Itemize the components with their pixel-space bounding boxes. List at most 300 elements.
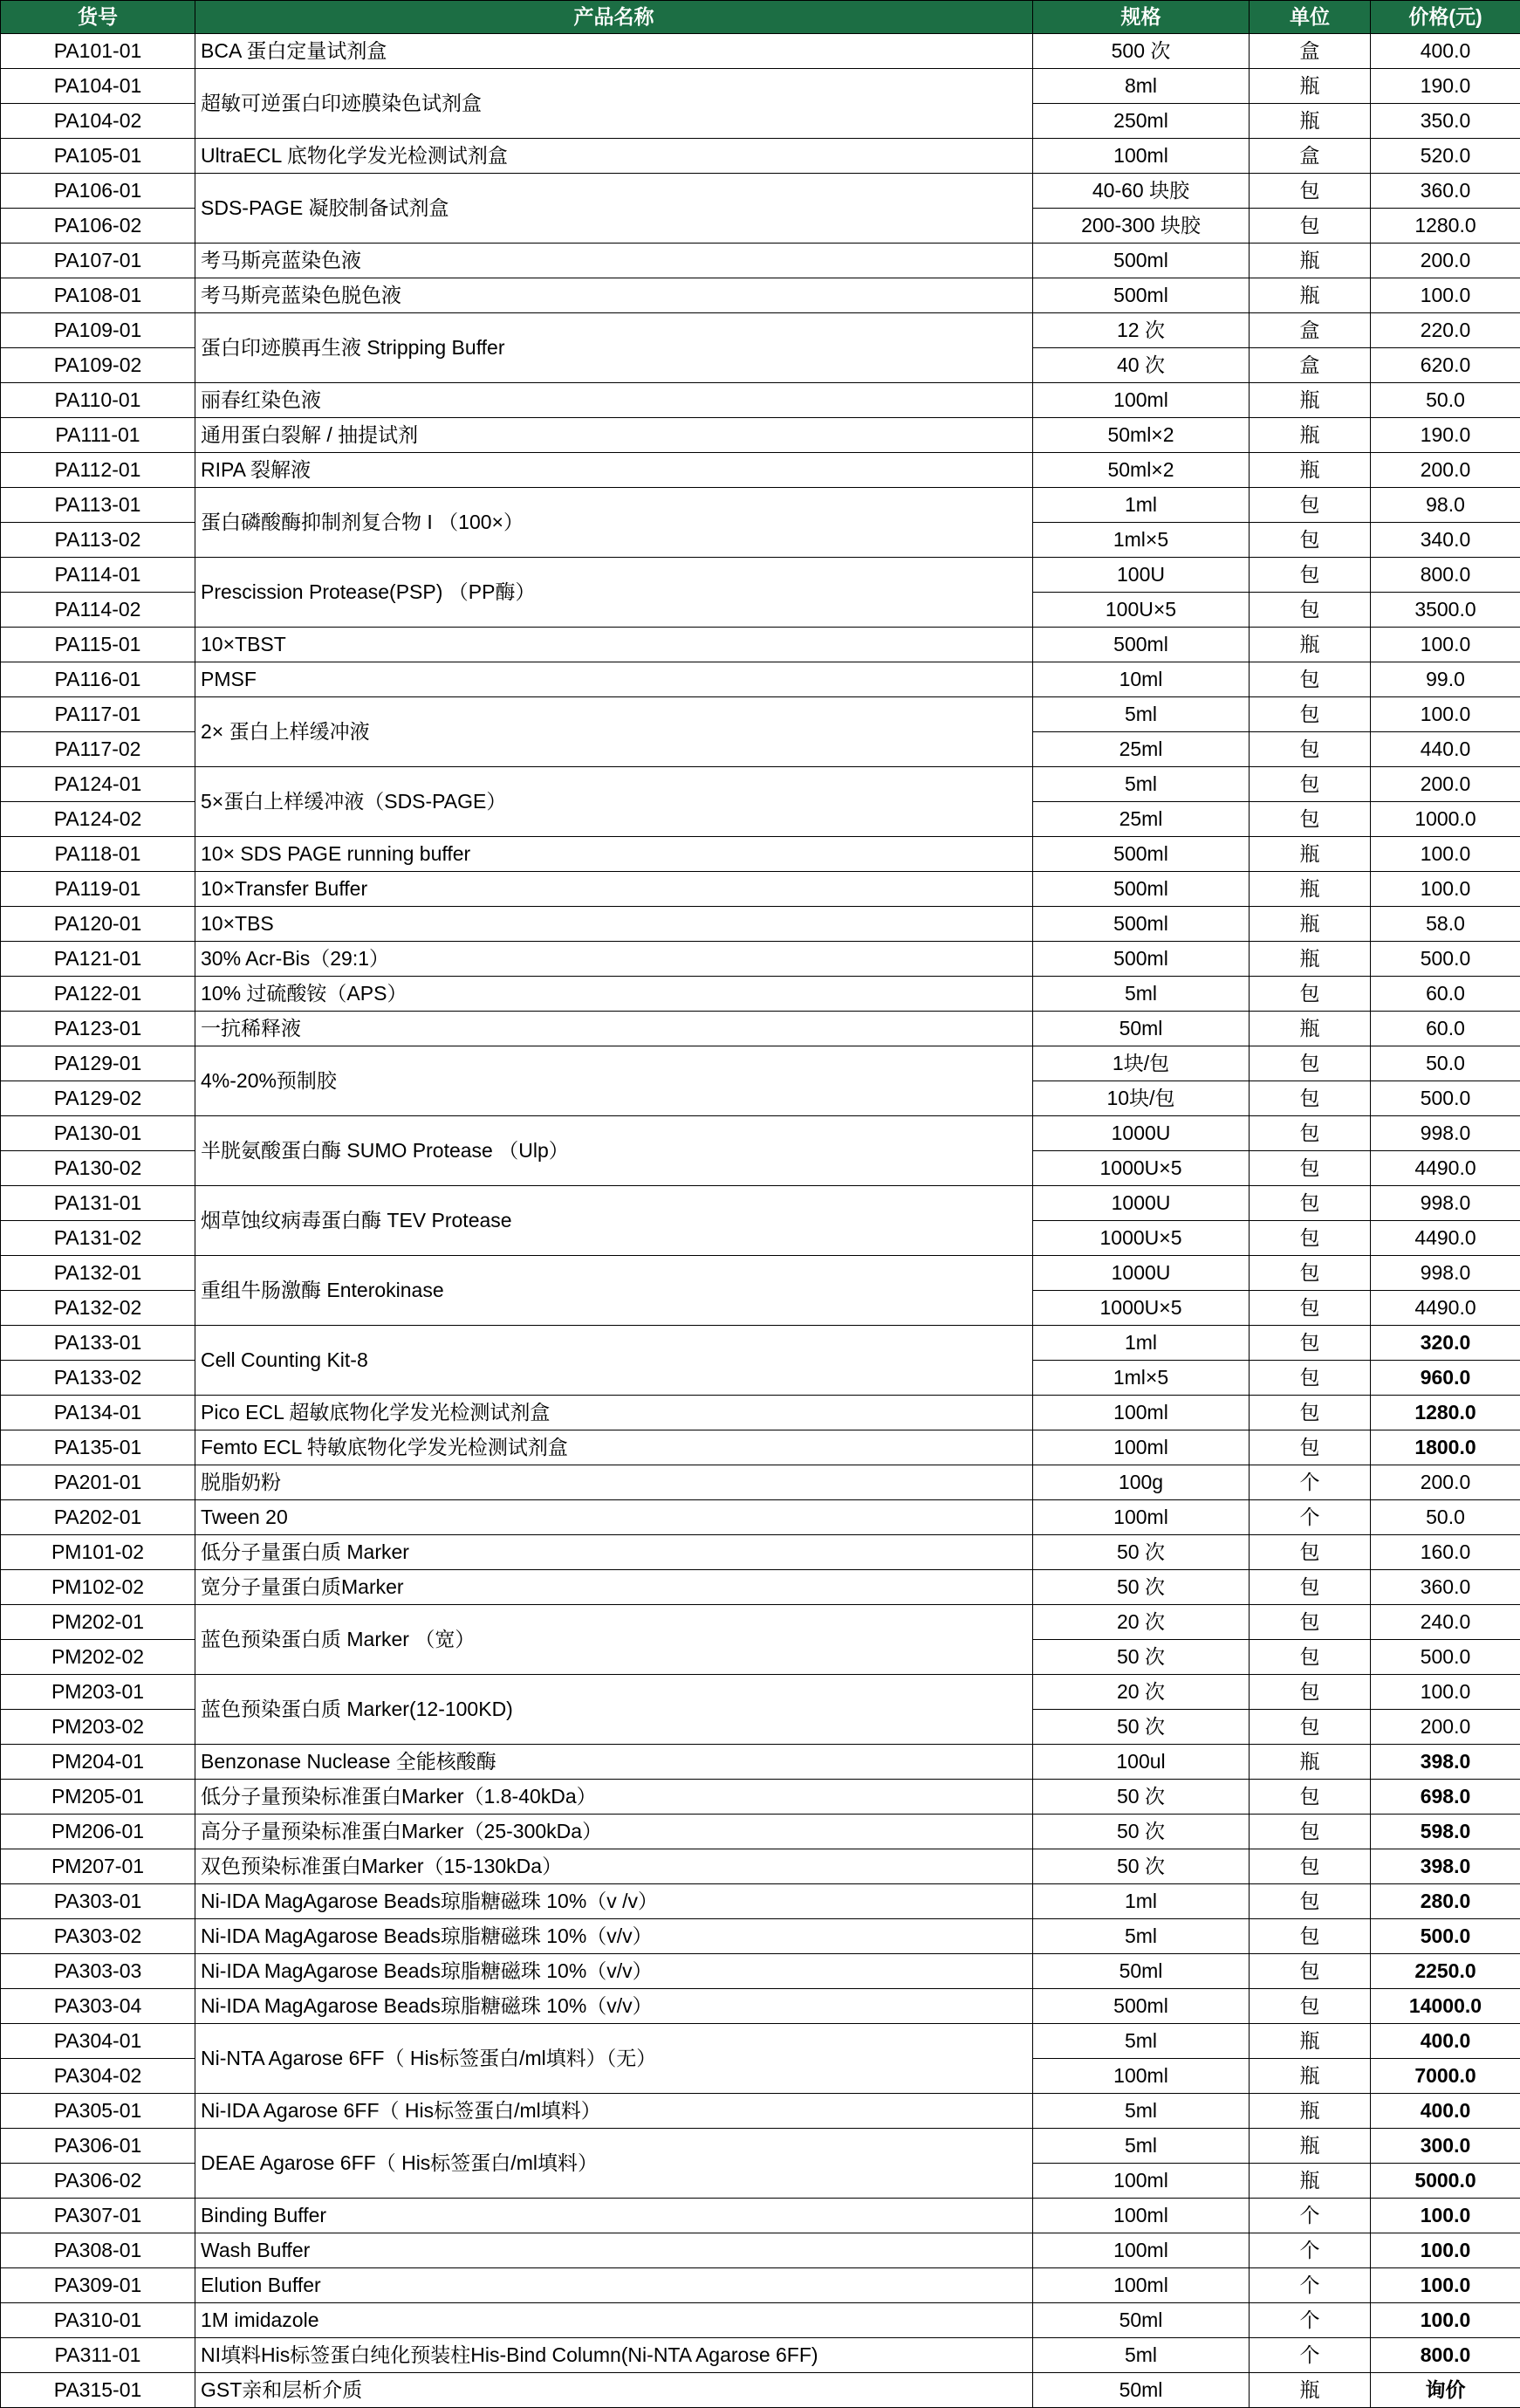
- unit-cell: 瓶: [1250, 2164, 1371, 2199]
- spec-cell: 100ml: [1033, 2199, 1250, 2233]
- price-cell: 100.0: [1371, 872, 1520, 907]
- table-row: [1, 1396, 1520, 1430]
- table-row: [1, 453, 1520, 488]
- price-cell: 400.0: [1371, 2094, 1520, 2129]
- unit-cell: 盒: [1250, 348, 1371, 383]
- spec-cell: 50 次: [1033, 1535, 1250, 1570]
- product-name-cell: 半胱氨酸蛋白酶 SUMO Protease （Ulp）: [195, 1116, 1033, 1186]
- table-row: [1, 697, 1520, 732]
- spec-cell: 500ml: [1033, 278, 1250, 313]
- table-row: [1, 244, 1520, 278]
- unit-cell: 瓶: [1250, 2024, 1371, 2059]
- table-row: [1, 69, 1520, 104]
- product-id-cell: PA114-02: [1, 593, 195, 628]
- unit-cell: 包: [1250, 1815, 1371, 1849]
- product-id-cell: PA116-01: [1, 662, 195, 697]
- unit-cell: 瓶: [1250, 1012, 1371, 1046]
- product-name-cell: Femto ECL 特敏底物化学发光检测试剂盒: [195, 1430, 1033, 1465]
- spec-cell: 500ml: [1033, 907, 1250, 942]
- spec-cell: 100ul: [1033, 1745, 1250, 1780]
- price-cell: 960.0: [1371, 1361, 1520, 1396]
- unit-cell: 包: [1250, 1780, 1371, 1815]
- unit-cell: 包: [1250, 1396, 1371, 1430]
- spec-cell: 5ml: [1033, 697, 1250, 732]
- table-row: [1, 1046, 1520, 1081]
- price-cell: 698.0: [1371, 1780, 1520, 1815]
- table-row: [1, 2268, 1520, 2303]
- spec-cell: 5ml: [1033, 2094, 1250, 2129]
- table-body: [1, 34, 1520, 2408]
- unit-cell: 包: [1250, 1605, 1371, 1640]
- unit-cell: 包: [1250, 1954, 1371, 1989]
- product-name-cell: Prescission Protease(PSP) （PP酶）: [195, 558, 1033, 628]
- header-id: 货号: [1, 1, 195, 34]
- table-row: [1, 2233, 1520, 2268]
- spec-cell: 1000U: [1033, 1256, 1250, 1291]
- unit-cell: 包: [1250, 1116, 1371, 1151]
- price-cell: 58.0: [1371, 907, 1520, 942]
- spec-cell: 1000U×5: [1033, 1291, 1250, 1326]
- price-cell: 350.0: [1371, 104, 1520, 139]
- table-row: [1, 662, 1520, 697]
- price-cell: 400.0: [1371, 2024, 1520, 2059]
- price-cell: 160.0: [1371, 1535, 1520, 1570]
- spec-cell: 50ml: [1033, 2373, 1250, 2408]
- spec-cell: 1000U: [1033, 1186, 1250, 1221]
- price-cell: 800.0: [1371, 2338, 1520, 2373]
- spec-cell: 25ml: [1033, 802, 1250, 837]
- product-name-cell: SDS-PAGE 凝胶制备试剂盒: [195, 174, 1033, 244]
- price-cell: 398.0: [1371, 1745, 1520, 1780]
- price-cell: 98.0: [1371, 488, 1520, 523]
- unit-cell: 个: [1250, 1465, 1371, 1500]
- spec-cell: 100U×5: [1033, 593, 1250, 628]
- unit-cell: 包: [1250, 209, 1371, 244]
- product-name-cell: 4%-20%预制胶: [195, 1046, 1033, 1116]
- product-name-cell: NI填料His标签蛋白纯化预装柱His-Bind Column(Ni-NTA Agarose 6FF): [195, 2338, 1033, 2373]
- spec-cell: 250ml: [1033, 104, 1250, 139]
- price-cell: 50.0: [1371, 1046, 1520, 1081]
- product-name-cell: 通用蛋白裂解 / 抽提试剂: [195, 418, 1033, 453]
- table-row: [1, 558, 1520, 593]
- product-id-cell: PM101-02: [1, 1535, 195, 1570]
- table-row: [1, 1116, 1520, 1151]
- price-cell: 7000.0: [1371, 2059, 1520, 2094]
- product-name-cell: 10×TBST: [195, 628, 1033, 662]
- unit-cell: 瓶: [1250, 942, 1371, 977]
- product-name-cell: 10× SDS PAGE running buffer: [195, 837, 1033, 872]
- product-id-cell: PA101-01: [1, 34, 195, 69]
- unit-cell: 瓶: [1250, 244, 1371, 278]
- product-id-cell: PM205-01: [1, 1780, 195, 1815]
- product-name-cell: 脱脂奶粉: [195, 1465, 1033, 1500]
- price-cell: 340.0: [1371, 523, 1520, 558]
- product-id-cell: PM202-02: [1, 1640, 195, 1675]
- spec-cell: 1000U: [1033, 1116, 1250, 1151]
- table-row: [1, 34, 1520, 69]
- spec-cell: 1ml×5: [1033, 523, 1250, 558]
- product-id-cell: PA129-01: [1, 1046, 195, 1081]
- unit-cell: 瓶: [1250, 453, 1371, 488]
- product-name-cell: 低分子量预染标准蛋白Marker（1.8-40kDa）: [195, 1780, 1033, 1815]
- table-row: [1, 418, 1520, 453]
- price-cell: 520.0: [1371, 139, 1520, 174]
- product-id-cell: PA201-01: [1, 1465, 195, 1500]
- price-cell: 100.0: [1371, 2233, 1520, 2268]
- product-name-cell: 高分子量预染标准蛋白Marker（25-300kDa）: [195, 1815, 1033, 1849]
- table-header: [1, 1, 1520, 34]
- price-cell: 998.0: [1371, 1256, 1520, 1291]
- table-row: [1, 2338, 1520, 2373]
- spec-cell: 12 次: [1033, 313, 1250, 348]
- spec-cell: 40 次: [1033, 348, 1250, 383]
- table-row: [1, 1570, 1520, 1605]
- product-id-cell: PA131-01: [1, 1186, 195, 1221]
- product-id-cell: PA304-01: [1, 2024, 195, 2059]
- product-id-cell: PM206-01: [1, 1815, 195, 1849]
- price-cell: 598.0: [1371, 1815, 1520, 1849]
- unit-cell: 个: [1250, 2303, 1371, 2338]
- unit-cell: 瓶: [1250, 872, 1371, 907]
- unit-cell: 包: [1250, 1221, 1371, 1256]
- unit-cell: 包: [1250, 1989, 1371, 2024]
- product-name-cell: Ni-IDA MagAgarose Beads琼脂糖磁珠 10%（v /v）: [195, 1884, 1033, 1919]
- product-id-cell: PA304-02: [1, 2059, 195, 2094]
- product-id-cell: PA303-03: [1, 1954, 195, 1989]
- unit-cell: 盒: [1250, 34, 1371, 69]
- product-name-cell: 低分子量蛋白质 Marker: [195, 1535, 1033, 1570]
- spec-cell: 1ml: [1033, 488, 1250, 523]
- spec-cell: 5ml: [1033, 2024, 1250, 2059]
- unit-cell: 包: [1250, 174, 1371, 209]
- header-row: [1, 1, 1520, 34]
- product-id-cell: PA114-01: [1, 558, 195, 593]
- table-row: [1, 1256, 1520, 1291]
- unit-cell: 瓶: [1250, 1745, 1371, 1780]
- spec-cell: 50 次: [1033, 1815, 1250, 1849]
- spec-cell: 200-300 块胶: [1033, 209, 1250, 244]
- spec-cell: 50ml×2: [1033, 453, 1250, 488]
- spec-cell: 10块/包: [1033, 1081, 1250, 1116]
- table-row: [1, 2094, 1520, 2129]
- unit-cell: 个: [1250, 2199, 1371, 2233]
- price-cell: 300.0: [1371, 2129, 1520, 2164]
- product-id-cell: PA134-01: [1, 1396, 195, 1430]
- table-row: [1, 1919, 1520, 1954]
- price-cell: 4490.0: [1371, 1151, 1520, 1186]
- table-row: [1, 1605, 1520, 1640]
- product-name-cell: 10×TBS: [195, 907, 1033, 942]
- price-cell: 398.0: [1371, 1849, 1520, 1884]
- table-row: [1, 2303, 1520, 2338]
- price-cell: 1280.0: [1371, 1396, 1520, 1430]
- price-cell: 1800.0: [1371, 1430, 1520, 1465]
- product-name-cell: RIPA 裂解液: [195, 453, 1033, 488]
- product-name-cell: 重组牛肠激酶 Enterokinase: [195, 1256, 1033, 1326]
- header-unit: 单位: [1250, 1, 1371, 34]
- price-cell: 200.0: [1371, 244, 1520, 278]
- product-name-cell: 5×蛋白上样缓冲液（SDS-PAGE）: [195, 767, 1033, 837]
- unit-cell: 瓶: [1250, 2059, 1371, 2094]
- price-cell: 99.0: [1371, 662, 1520, 697]
- product-id-cell: PA124-01: [1, 767, 195, 802]
- unit-cell: 包: [1250, 1081, 1371, 1116]
- spec-cell: 1ml: [1033, 1326, 1250, 1361]
- product-id-cell: PM102-02: [1, 1570, 195, 1605]
- spec-cell: 20 次: [1033, 1675, 1250, 1710]
- product-id-cell: PA110-01: [1, 383, 195, 418]
- spec-cell: 500ml: [1033, 872, 1250, 907]
- product-id-cell: PA120-01: [1, 907, 195, 942]
- product-name-cell: DEAE Agarose 6FF（ His标签蛋白/ml填料）: [195, 2129, 1033, 2199]
- table-row: [1, 1884, 1520, 1919]
- table-row: [1, 1535, 1520, 1570]
- product-name-cell: 蛋白印迹膜再生液 Stripping Buffer: [195, 313, 1033, 383]
- product-name-cell: 宽分子量蛋白质Marker: [195, 1570, 1033, 1605]
- product-id-cell: PA124-02: [1, 802, 195, 837]
- table-row: [1, 278, 1520, 313]
- product-name-cell: Benzonase Nuclease 全能核酸酶: [195, 1745, 1033, 1780]
- product-id-cell: PA305-01: [1, 2094, 195, 2129]
- product-name-cell: Ni-NTA Agarose 6FF（ His标签蛋白/ml填料）（无）: [195, 2024, 1033, 2094]
- product-id-cell: PA309-01: [1, 2268, 195, 2303]
- product-name-cell: 30% Acr-Bis（29:1）: [195, 942, 1033, 977]
- spec-cell: 100ml: [1033, 139, 1250, 174]
- product-name-cell: 丽春红染色液: [195, 383, 1033, 418]
- product-name-cell: 蛋白磷酸酶抑制剂复合物 I （100×）: [195, 488, 1033, 558]
- product-id-cell: PA131-02: [1, 1221, 195, 1256]
- table-row: [1, 1675, 1520, 1710]
- spec-cell: 100g: [1033, 1465, 1250, 1500]
- unit-cell: 个: [1250, 1500, 1371, 1535]
- product-name-cell: Ni-IDA Agarose 6FF（ His标签蛋白/ml填料）: [195, 2094, 1033, 2129]
- unit-cell: 包: [1250, 1884, 1371, 1919]
- spec-cell: 50ml: [1033, 1012, 1250, 1046]
- product-id-cell: PA202-01: [1, 1500, 195, 1535]
- product-id-cell: PA109-02: [1, 348, 195, 383]
- price-cell: 200.0: [1371, 1465, 1520, 1500]
- unit-cell: 包: [1250, 1046, 1371, 1081]
- price-cell: 询价: [1371, 2373, 1520, 2408]
- product-id-cell: PA311-01: [1, 2338, 195, 2373]
- unit-cell: 个: [1250, 2338, 1371, 2373]
- table-row: [1, 1780, 1520, 1815]
- price-cell: 190.0: [1371, 418, 1520, 453]
- product-id-cell: PA105-01: [1, 139, 195, 174]
- product-id-cell: PM204-01: [1, 1745, 195, 1780]
- unit-cell: 个: [1250, 2268, 1371, 2303]
- spec-cell: 25ml: [1033, 732, 1250, 767]
- product-name-cell: Tween 20: [195, 1500, 1033, 1535]
- spec-cell: 50 次: [1033, 1640, 1250, 1675]
- unit-cell: 瓶: [1250, 628, 1371, 662]
- spec-cell: 50 次: [1033, 1710, 1250, 1745]
- table-row: [1, 1430, 1520, 1465]
- product-name-cell: 烟草蚀纹病毒蛋白酶 TEV Protease: [195, 1186, 1033, 1256]
- product-name-cell: 10×Transfer Buffer: [195, 872, 1033, 907]
- price-cell: 500.0: [1371, 1081, 1520, 1116]
- table-row: [1, 1815, 1520, 1849]
- product-id-cell: PA133-02: [1, 1361, 195, 1396]
- unit-cell: 包: [1250, 697, 1371, 732]
- table-row: [1, 2024, 1520, 2059]
- product-id-cell: PA133-01: [1, 1326, 195, 1361]
- product-name-cell: 一抗稀释液: [195, 1012, 1033, 1046]
- spec-cell: 40-60 块胶: [1033, 174, 1250, 209]
- unit-cell: 瓶: [1250, 837, 1371, 872]
- price-cell: 4490.0: [1371, 1221, 1520, 1256]
- price-cell: 14000.0: [1371, 1989, 1520, 2024]
- unit-cell: 瓶: [1250, 104, 1371, 139]
- unit-cell: 包: [1250, 1186, 1371, 1221]
- unit-cell: 包: [1250, 1430, 1371, 1465]
- product-id-cell: PA117-02: [1, 732, 195, 767]
- table-row: [1, 2199, 1520, 2233]
- price-cell: 440.0: [1371, 732, 1520, 767]
- table-row: [1, 1186, 1520, 1221]
- product-id-cell: PA130-01: [1, 1116, 195, 1151]
- product-id-cell: PA121-01: [1, 942, 195, 977]
- product-id-cell: PM207-01: [1, 1849, 195, 1884]
- table-row: [1, 1465, 1520, 1500]
- product-id-cell: PA117-01: [1, 697, 195, 732]
- price-cell: 500.0: [1371, 1640, 1520, 1675]
- product-name-cell: UltraECL 底物化学发光检测试剂盒: [195, 139, 1033, 174]
- price-cell: 998.0: [1371, 1186, 1520, 1221]
- table-row: [1, 977, 1520, 1012]
- unit-cell: 包: [1250, 732, 1371, 767]
- product-id-cell: PA129-02: [1, 1081, 195, 1116]
- price-cell: 60.0: [1371, 1012, 1520, 1046]
- spec-cell: 1000U×5: [1033, 1221, 1250, 1256]
- table-row: [1, 2373, 1520, 2408]
- spec-cell: 1ml×5: [1033, 1361, 1250, 1396]
- price-cell: 100.0: [1371, 2199, 1520, 2233]
- unit-cell: 包: [1250, 1151, 1371, 1186]
- product-id-cell: PA315-01: [1, 2373, 195, 2408]
- spec-cell: 50ml×2: [1033, 418, 1250, 453]
- unit-cell: 包: [1250, 662, 1371, 697]
- table-row: [1, 1500, 1520, 1535]
- table-row: [1, 767, 1520, 802]
- product-name-cell: Ni-IDA MagAgarose Beads琼脂糖磁珠 10%（v/v）: [195, 1989, 1033, 2024]
- product-id-cell: PA118-01: [1, 837, 195, 872]
- unit-cell: 瓶: [1250, 69, 1371, 104]
- spec-cell: 50ml: [1033, 1954, 1250, 1989]
- price-cell: 100.0: [1371, 2303, 1520, 2338]
- product-id-cell: PA115-01: [1, 628, 195, 662]
- table-row: [1, 2129, 1520, 2164]
- product-id-cell: PA307-01: [1, 2199, 195, 2233]
- price-cell: 50.0: [1371, 1500, 1520, 1535]
- price-cell: 3500.0: [1371, 593, 1520, 628]
- header-spec: 规格: [1033, 1, 1250, 34]
- spec-cell: 5ml: [1033, 767, 1250, 802]
- product-id-cell: PA306-02: [1, 2164, 195, 2199]
- price-cell: 360.0: [1371, 174, 1520, 209]
- product-id-cell: PM203-01: [1, 1675, 195, 1710]
- product-id-cell: PA104-02: [1, 104, 195, 139]
- product-id-cell: PA303-04: [1, 1989, 195, 2024]
- spec-cell: 100ml: [1033, 1430, 1250, 1465]
- table-row: [1, 872, 1520, 907]
- unit-cell: 包: [1250, 1326, 1371, 1361]
- product-id-cell: PA123-01: [1, 1012, 195, 1046]
- spec-cell: 1块/包: [1033, 1046, 1250, 1081]
- spec-cell: 8ml: [1033, 69, 1250, 104]
- spec-cell: 10ml: [1033, 662, 1250, 697]
- spec-cell: 500ml: [1033, 244, 1250, 278]
- spec-cell: 20 次: [1033, 1605, 1250, 1640]
- spec-cell: 5ml: [1033, 1919, 1250, 1954]
- unit-cell: 包: [1250, 1919, 1371, 1954]
- product-id-cell: PA111-01: [1, 418, 195, 453]
- product-id-cell: PA113-01: [1, 488, 195, 523]
- unit-cell: 包: [1250, 1256, 1371, 1291]
- price-cell: 1000.0: [1371, 802, 1520, 837]
- table-row: [1, 1849, 1520, 1884]
- unit-cell: 瓶: [1250, 383, 1371, 418]
- unit-cell: 包: [1250, 977, 1371, 1012]
- price-cell: 240.0: [1371, 1605, 1520, 1640]
- price-cell: 1280.0: [1371, 209, 1520, 244]
- product-id-cell: PA310-01: [1, 2303, 195, 2338]
- unit-cell: 瓶: [1250, 2373, 1371, 2408]
- product-name-cell: Ni-IDA MagAgarose Beads琼脂糖磁珠 10%（v/v）: [195, 1919, 1033, 1954]
- price-cell: 190.0: [1371, 69, 1520, 104]
- spec-cell: 50 次: [1033, 1780, 1250, 1815]
- unit-cell: 包: [1250, 1570, 1371, 1605]
- price-cell: 200.0: [1371, 453, 1520, 488]
- price-cell: 100.0: [1371, 628, 1520, 662]
- product-name-cell: Cell Counting Kit-8: [195, 1326, 1033, 1396]
- product-id-cell: PA112-01: [1, 453, 195, 488]
- product-name-cell: 2× 蛋白上样缓冲液: [195, 697, 1033, 767]
- price-cell: 4490.0: [1371, 1291, 1520, 1326]
- product-id-cell: PA107-01: [1, 244, 195, 278]
- product-name-cell: 1M imidazole: [195, 2303, 1033, 2338]
- table-row: [1, 313, 1520, 348]
- unit-cell: 盒: [1250, 313, 1371, 348]
- spec-cell: 5ml: [1033, 2338, 1250, 2373]
- product-id-cell: PA119-01: [1, 872, 195, 907]
- spec-cell: 100ml: [1033, 2268, 1250, 2303]
- header-price: 价格(元): [1371, 1, 1520, 34]
- unit-cell: 包: [1250, 1710, 1371, 1745]
- unit-cell: 包: [1250, 1675, 1371, 1710]
- product-name-cell: 10% 过硫酸铵（APS）: [195, 977, 1033, 1012]
- product-id-cell: PM202-01: [1, 1605, 195, 1640]
- product-name-cell: Elution Buffer: [195, 2268, 1033, 2303]
- spec-cell: 5ml: [1033, 2129, 1250, 2164]
- table-row: [1, 488, 1520, 523]
- price-cell: 5000.0: [1371, 2164, 1520, 2199]
- unit-cell: 包: [1250, 1535, 1371, 1570]
- product-name-cell: Ni-IDA MagAgarose Beads琼脂糖磁珠 10%（v/v）: [195, 1954, 1033, 1989]
- product-id-cell: PA122-01: [1, 977, 195, 1012]
- unit-cell: 瓶: [1250, 907, 1371, 942]
- price-cell: 100.0: [1371, 697, 1520, 732]
- product-name-cell: 蓝色预染蛋白质 Marker （宽）: [195, 1605, 1033, 1675]
- unit-cell: 包: [1250, 1849, 1371, 1884]
- product-name-cell: Binding Buffer: [195, 2199, 1033, 2233]
- product-id-cell: PA132-02: [1, 1291, 195, 1326]
- spec-cell: 100U: [1033, 558, 1250, 593]
- table-row: [1, 907, 1520, 942]
- spec-cell: 1000U×5: [1033, 1151, 1250, 1186]
- spec-cell: 100ml: [1033, 2164, 1250, 2199]
- product-name-cell: 考马斯亮蓝染色脱色液: [195, 278, 1033, 313]
